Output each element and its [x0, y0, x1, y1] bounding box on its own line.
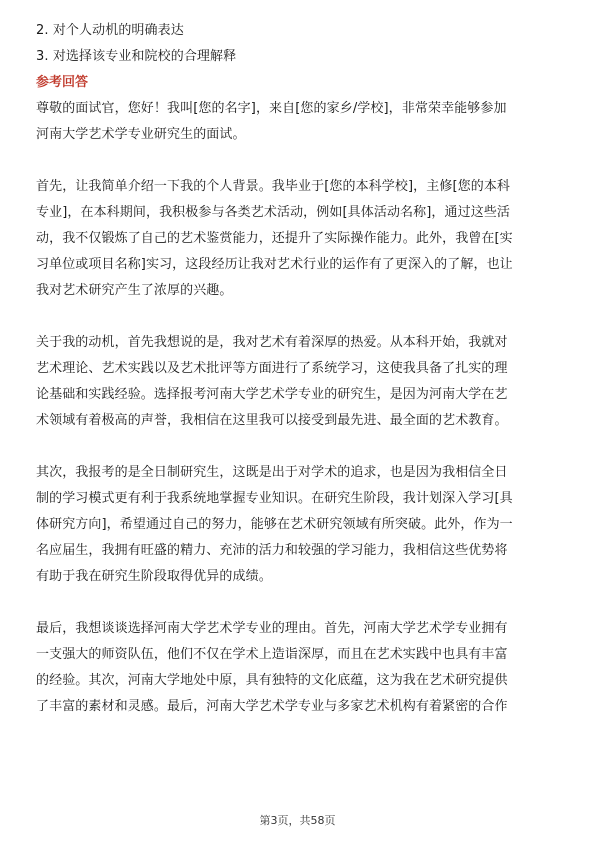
- paragraph-line: 首先，让我简单介绍一下我的个人背景。我毕业于[您的本科学校]，主修[您的本科: [36, 179, 511, 194]
- paragraph-line: 有助于我在研究生阶段取得优异的成绩。: [36, 569, 272, 584]
- section-heading: 参考回答: [36, 75, 89, 90]
- page-footer: 第3页，共58页: [259, 814, 336, 827]
- paragraph-line: 了丰富的素材和灵感。最后，河南大学艺术学专业与多家艺术机构有着紧密的合作: [36, 699, 508, 714]
- paragraph-line: 制的学习模式更有利于我系统地掌握专业知识。在研究生阶段，我计划深入学习[具: [36, 491, 513, 506]
- paragraph-line: 其次，我报考的是全日制研究生，这既是出于对学术的追求，也是因为我相信全日: [36, 465, 508, 480]
- paragraph-line: 的经验。其次，河南大学地处中原，具有独特的文化底蕴，这为我在艺术研究提供: [36, 673, 508, 688]
- paragraph-full-time: [36, 460, 563, 590]
- paragraph-motivation: [36, 330, 563, 434]
- paragraph-line: 我对艺术研究产生了浓厚的兴趣。: [36, 283, 233, 298]
- paragraph-line: 河南大学艺术学专业研究生的面试。: [36, 127, 246, 142]
- list-item: 3. 对选择该专业和院校的合理解释: [36, 49, 237, 64]
- paragraph-background: [36, 174, 563, 304]
- paragraph-line: 术领域有着极高的声誉，我相信在这里我可以接受到最先进、最全面的艺术教育。: [36, 413, 508, 428]
- paragraph-line: 专业]，在本科期间，我积极参与各类艺术活动，例如[具体活动名称]，通过这些活: [36, 205, 511, 220]
- document-page: [36, 18, 563, 720]
- paragraph-line: 名应届生，我拥有旺盛的精力、充沛的活力和较强的学习能力，我相信这些优势将: [36, 543, 508, 558]
- paragraph-line: 体研究方向]，希望通过自己的努力，能够在艺术研究领域有所突破。此外，作为一: [36, 517, 513, 532]
- list-item: 2. 对个人动机的明确表达: [36, 23, 184, 38]
- paragraph-reasons: [36, 616, 563, 720]
- paragraph-line: 艺术理论、艺术实践以及艺术批评等方面进行了系统学习，这使我具备了扎实的理: [36, 361, 508, 376]
- paragraph-line: 关于我的动机，首先我想说的是，我对艺术有着深厚的热爱。从本科开始，我就对: [36, 335, 508, 350]
- paragraph-line: 动，我不仅锻炼了自己的艺术鉴赏能力，还提升了实际操作能力。此外，我曾在[实: [36, 231, 513, 246]
- paragraph-line: 论基础和实践经验。选择报考河南大学艺术学专业的研究生，是因为河南大学在艺: [36, 387, 508, 402]
- paragraph-line: 尊敬的面试官，您好！我叫[您的名字]，来自[您的家乡/学校]，非常荣幸能够参加: [36, 101, 507, 116]
- paragraph-line: 最后，我想谈谈选择河南大学艺术学专业的理由。首先，河南大学艺术学专业拥有: [36, 621, 508, 636]
- paragraph-line: 习单位或项目名称]实习，这段经历让我对艺术行业的运作有了更深入的了解，也让: [36, 257, 513, 272]
- paragraph-intro: [36, 96, 563, 148]
- paragraph-line: 一支强大的师资队伍，他们不仅在学术上造诣深厚，而且在艺术实践中也具有丰富: [36, 647, 508, 662]
